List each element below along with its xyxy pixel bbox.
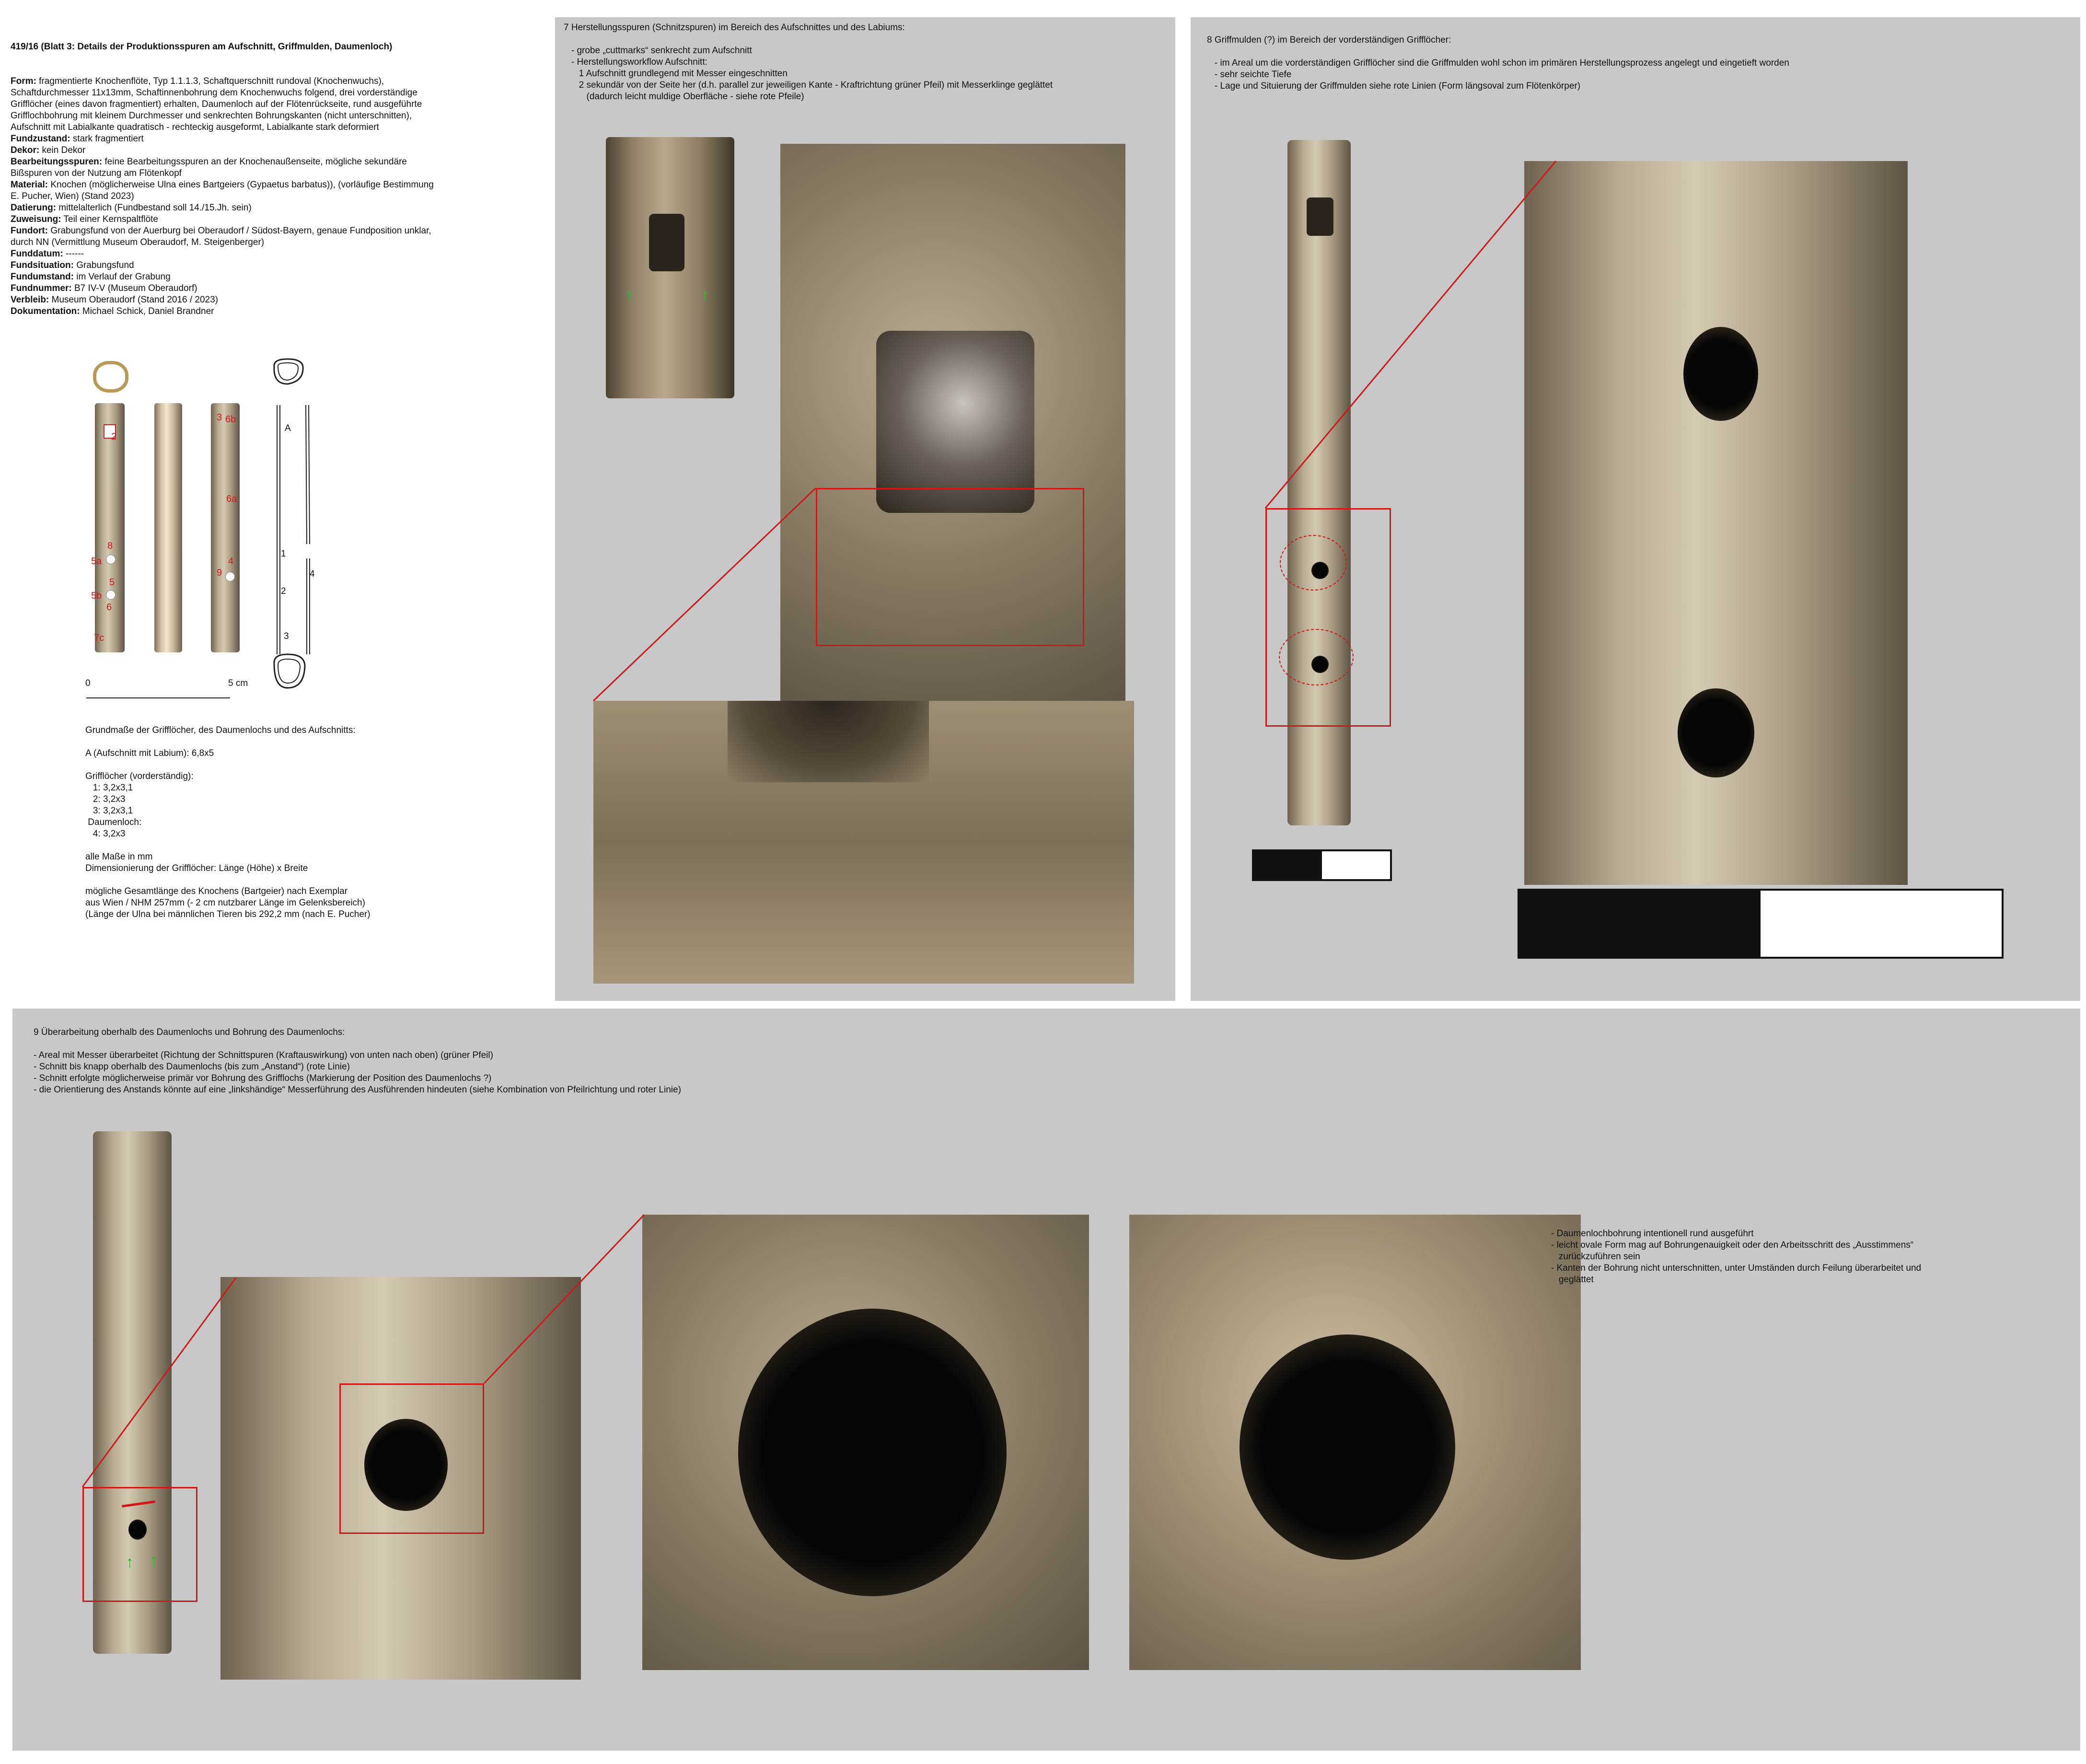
drawing-label-section: 1 (281, 549, 286, 559)
panel-9-note: - Kanten der Bohrung nicht unterschnitten, unter Umständen durch Feilung überarbeitet und (1551, 1263, 1922, 1273)
drawing-label-front: 2 (111, 431, 117, 442)
scale-label-end: 5 cm (228, 678, 248, 688)
info-label: Form: (11, 76, 36, 86)
panel-9-text (34, 1027, 681, 1096)
griffmulde-oval-2 (1279, 629, 1354, 685)
panel-8-text (1207, 35, 1789, 92)
measure-line: Daumenloch: (85, 817, 142, 827)
finger-hole-2-marker (106, 590, 116, 600)
info-label: Verbleib: (11, 295, 49, 305)
aufschnitt-opening (649, 214, 684, 271)
panel-7-detail-photo (593, 701, 1134, 984)
info-label: Bearbeitungsspuren: (11, 157, 103, 167)
drawing-label-front: 5b (91, 591, 102, 601)
info-label: Fundsituation: (11, 260, 74, 270)
panel-7-detail-box (816, 488, 1084, 646)
info-value: kein Dekor (39, 145, 86, 155)
info-value: Knochen (möglicherweise Ulna eines Bartgeiers (Gypaetus barbatus)), (vorläufige Bestimmung (48, 180, 434, 190)
panel-8-line: - sehr seichte Tiefe (1207, 70, 1292, 80)
measure-line (85, 840, 371, 851)
info-value: Bißspuren von der Nutzung am Flötenkopf (11, 168, 182, 178)
info-line (11, 225, 434, 237)
panel-9-note: - Daumenlochbohrung intentionell rund ausgeführt (1551, 1229, 1754, 1239)
measure-line: Grifflöcher (vorderständig): (85, 771, 194, 781)
info-label: Funddatum: (11, 249, 63, 259)
panel-7-line: (dadurch leicht muldige Oberfläche - siehe rote Pfeile) (564, 92, 804, 102)
drawing-label-section: 4 (310, 569, 315, 579)
measure-line: Grundmaße der Grifflöcher, des Daumenlochs und des Aufschnitts: (85, 725, 356, 735)
info-line (11, 179, 434, 191)
panel-9-closeup-photo-3 (1129, 1215, 1581, 1670)
info-value: E. Pucher, Wien) (Stand 2023) (11, 191, 134, 201)
green-arrow-right: ↑ (701, 286, 709, 304)
panel-9-line: 9 Überarbeitung oberhalb des Daumenlochs und Bohrung des Daumenlochs: (34, 1027, 345, 1037)
panel-8 (1191, 17, 2080, 1001)
panel-7-line: 7 Herstellungsspuren (Schnitzspuren) im Bereich des Aufschnittes und des Labiums: (564, 23, 905, 33)
panel-9-line (34, 1038, 681, 1050)
info-value: Michael Schick, Daniel Brandner (80, 306, 214, 316)
info-line (11, 87, 434, 99)
info-block (11, 18, 434, 329)
info-line (11, 214, 434, 225)
panel-9-note: - leicht ovale Form mag auf Bohrungenauigkeit oder den Arbeitsschritt des „Ausstimmens“ (1551, 1240, 1914, 1250)
drawing-label-back: 4 (228, 556, 234, 567)
info-line (11, 99, 434, 110)
info-line (11, 122, 434, 133)
info-value: Museum Oberaudorf (Stand 2016 / 2023) (49, 295, 219, 305)
panel-8-line: - Lage und Situierung der Griffmulden siehe rote Linien (Form längsoval zum Flötenkörper) (1207, 81, 1581, 91)
panel-7-flute-photo (606, 137, 734, 398)
panel-7-line: - grobe „cuttmarks“ senkrecht zum Aufschnitt (564, 46, 752, 56)
labium-edge-shadow (728, 701, 929, 782)
panel-8-line: - im Areal um die vorderständigen Grifflöcher sind die Griffmulden wohl schon im primären Herstellungsprozess angelegt und eingetieft worden (1207, 58, 1789, 68)
measure-line: 4: 3,2x3 (85, 829, 126, 839)
panel-9-note: zurückzuführen sein (1551, 1252, 1640, 1262)
drawing-label-front: 5 (109, 577, 115, 588)
info-line (11, 110, 434, 122)
panel-9-detail-box-1 (82, 1487, 197, 1602)
labium-window (1307, 197, 1333, 236)
info-label: Zuweisung: (11, 214, 61, 224)
info-line (11, 283, 434, 294)
thumb-hole-marker (225, 572, 235, 581)
info-line (11, 156, 434, 168)
info-value: Aufschnitt mit Labialkante quadratisch - rechteckig ausgeformt, Labialkante stark deformiert (11, 122, 379, 132)
measure-line (85, 874, 371, 886)
panel-7-text (564, 22, 1053, 103)
info-label: Fundort: (11, 226, 48, 236)
panel-9-line: - Schnitt erfolgte möglicherweise primär vor Bohrung des Grifflochs (Markierung der Position des Daumenlochs ?) (34, 1073, 492, 1083)
green-arrow-left: ↑ (625, 286, 633, 304)
aufschnitt-cavity (876, 331, 1034, 513)
panel-9-closeup-photo-2 (642, 1215, 1089, 1670)
info-line (11, 271, 434, 283)
info-value: Grifflochbohrung mit kleinem Durchmesser und senkrechten Bohrungskanten (nicht unterschnitten), (11, 111, 412, 121)
measure-line: mögliche Gesamtlänge des Knochens (Bartgeier) nach Exemplar (85, 886, 348, 896)
info-label: Fundzustand: (11, 134, 70, 144)
drawing-label-section: 3 (284, 631, 289, 641)
drawing-label-front: 6 (106, 602, 112, 613)
drawing-label-section: A (285, 423, 291, 433)
drawing-label-back: 6b (225, 414, 236, 425)
info-value: feine Bearbeitungsspuren an der Knochenaußenseite, mögliche sekundäre (102, 157, 407, 167)
panel-9-note: geglättet (1551, 1275, 1594, 1285)
measure-line: 3: 3,2x3,1 (85, 806, 133, 816)
thumb-hole-closeup-3 (1240, 1335, 1455, 1560)
info-lines (11, 76, 434, 317)
info-value: ------ (63, 249, 84, 259)
info-value: im Verlauf der Grabung (73, 272, 171, 282)
panel-9-line: - Schnitt bis knapp oberhalb des Daumenlochs (bis zum „Anstand“) (rote Linie) (34, 1062, 350, 1072)
info-label: Dokumentation: (11, 306, 80, 316)
panel-7-line: 1 Aufschnitt grundlegend mit Messer eingeschnitten (564, 69, 788, 79)
panel-8-line (1207, 46, 1789, 58)
info-value: Schaftdurchmesser 11x13mm, Schaftinnenbohrung dem Knochenwuchs folgend, drei vorderständige (11, 88, 417, 98)
finger-hole-1-marker (106, 555, 116, 564)
info-title: 419/16 (Blatt 3: Details der Produktionsspuren am Aufschnitt, Griffmulden, Daumenloch) (11, 42, 393, 52)
panel-9-detail-box-2 (339, 1383, 484, 1534)
info-line (11, 237, 434, 248)
panel-8-closeup-photo (1524, 161, 1908, 885)
measure-line: 1: 3,2x3,1 (85, 783, 133, 793)
info-value: Teil einer Kernspaltflöte (61, 214, 158, 224)
info-line (11, 306, 434, 317)
measure-line: Dimensionierung der Grifflöcher: Länge (Höhe) x Breite (85, 863, 308, 873)
drawing-label-back: 9 (217, 568, 222, 578)
info-label: Datierung: (11, 203, 56, 213)
info-value: mittelalterlich (Fundbestand soll 14./15.Jh. sein) (56, 203, 252, 213)
info-value: durch NN (Vermittlung Museum Oberaudorf, M. Steigenberger) (11, 237, 265, 247)
flute-side-view (154, 403, 182, 652)
measure-line (85, 736, 371, 748)
panel-7-line (564, 34, 1053, 45)
info-label: Fundumstand: (11, 272, 74, 282)
scale-bar (86, 693, 230, 698)
drawing-label-back: 3 (217, 412, 222, 423)
measure-line: A (Aufschnitt mit Labium): 6,8x5 (85, 748, 214, 758)
info-line (11, 145, 434, 156)
info-label: Dekor: (11, 145, 40, 155)
info-value: Grabungsfund (73, 260, 134, 270)
panel-7-line: 2 sekundär von der Seite her (d.h. parallel zur jeweiligen Kante - Kraftrichtung grüner Pfeil) mit Messerklinge geglättet (564, 80, 1053, 90)
info-line (11, 133, 434, 145)
info-label: Fundnummer: (11, 283, 72, 293)
info-line (11, 260, 434, 271)
measure-line (85, 759, 371, 771)
flute-drawing (81, 357, 331, 702)
green-arrow-left: ↑ (126, 1553, 134, 1571)
panel-9-line: - Areal mit Messer überarbeitet (Richtung der Schnittspuren (Kraftauswirkung) von unten nach oben) (grüner Pfeil) (34, 1050, 493, 1060)
drawing-label-back: 6a (226, 494, 237, 504)
info-value: Grifflöcher (eines davon fragmentiert) erhalten, Daumenloch auf der Flötenrückseite, rund ausgeführte (11, 99, 422, 109)
flute-front-view (95, 403, 125, 652)
panel-7-line: - Herstellungsworkflow Aufschnitt: (564, 57, 707, 67)
finger-hole-2-closeup (1678, 688, 1754, 778)
info-line (11, 76, 434, 87)
info-value: Grabungsfund von der Auerburg bei Oberaudorf / Südost-Bayern, genaue Fundposition unklar, (48, 226, 431, 236)
info-label: Material: (11, 180, 48, 190)
panel-9-line: - die Orientierung des Anstands könnte auf eine „linkshändige“ Messerführung des Ausführenden hindeuten (siehe Kombination von Pfeilrichtung und roter Linie) (34, 1085, 681, 1095)
griffmulde-oval-1 (1280, 535, 1347, 591)
drawing-label-section: 2 (281, 586, 286, 596)
green-arrow-right: ↑ (150, 1551, 158, 1569)
info-line (11, 191, 434, 202)
info-line (11, 248, 434, 260)
panel-8-scale-large (1518, 889, 2004, 959)
panel-8-line: 8 Griffmulden (?) im Bereich der vorderständigen Grifflöcher: (1207, 35, 1451, 45)
section-outline (268, 357, 321, 693)
panel-7 (555, 17, 1175, 1001)
panel-8-scale-small (1252, 849, 1392, 881)
info-value: B7 IV-V (Museum Oberaudorf) (71, 283, 197, 293)
drawing-label-front: 7c (94, 633, 104, 643)
cross-section-ring (93, 361, 128, 393)
finger-hole-1-closeup (1683, 327, 1758, 421)
measure-line: aus Wien / NHM 257mm (- 2 cm nutzbarer Länge im Gelenksbereich) (85, 898, 365, 908)
panel-9-notes (1551, 1228, 1921, 1286)
thumb-hole-closeup-2 (738, 1309, 1007, 1596)
info-value: fragmentierte Knochenflöte, Typ 1.1.1.3, Schaftquerschnitt rundoval (Knochenwuchs), (36, 76, 384, 86)
scale-label-start: 0 (85, 678, 91, 688)
panel-9 (12, 1009, 2080, 1751)
drawing-label-front: 8 (107, 541, 113, 551)
measure-line: 2: 3,2x3 (85, 794, 126, 804)
info-line (11, 168, 434, 179)
flute-back-view (211, 403, 240, 652)
info-line (11, 294, 434, 306)
drawing-label-front: 5a (91, 556, 102, 567)
info-line (11, 202, 434, 214)
measure-line: alle Maße in mm (85, 852, 153, 862)
measure-line: (Länge der Ulna bei männlichen Tieren bis 292,2 mm (nach E. Pucher) (85, 909, 371, 919)
measurements-block (85, 725, 371, 920)
info-value: stark fragmentiert (70, 134, 144, 144)
